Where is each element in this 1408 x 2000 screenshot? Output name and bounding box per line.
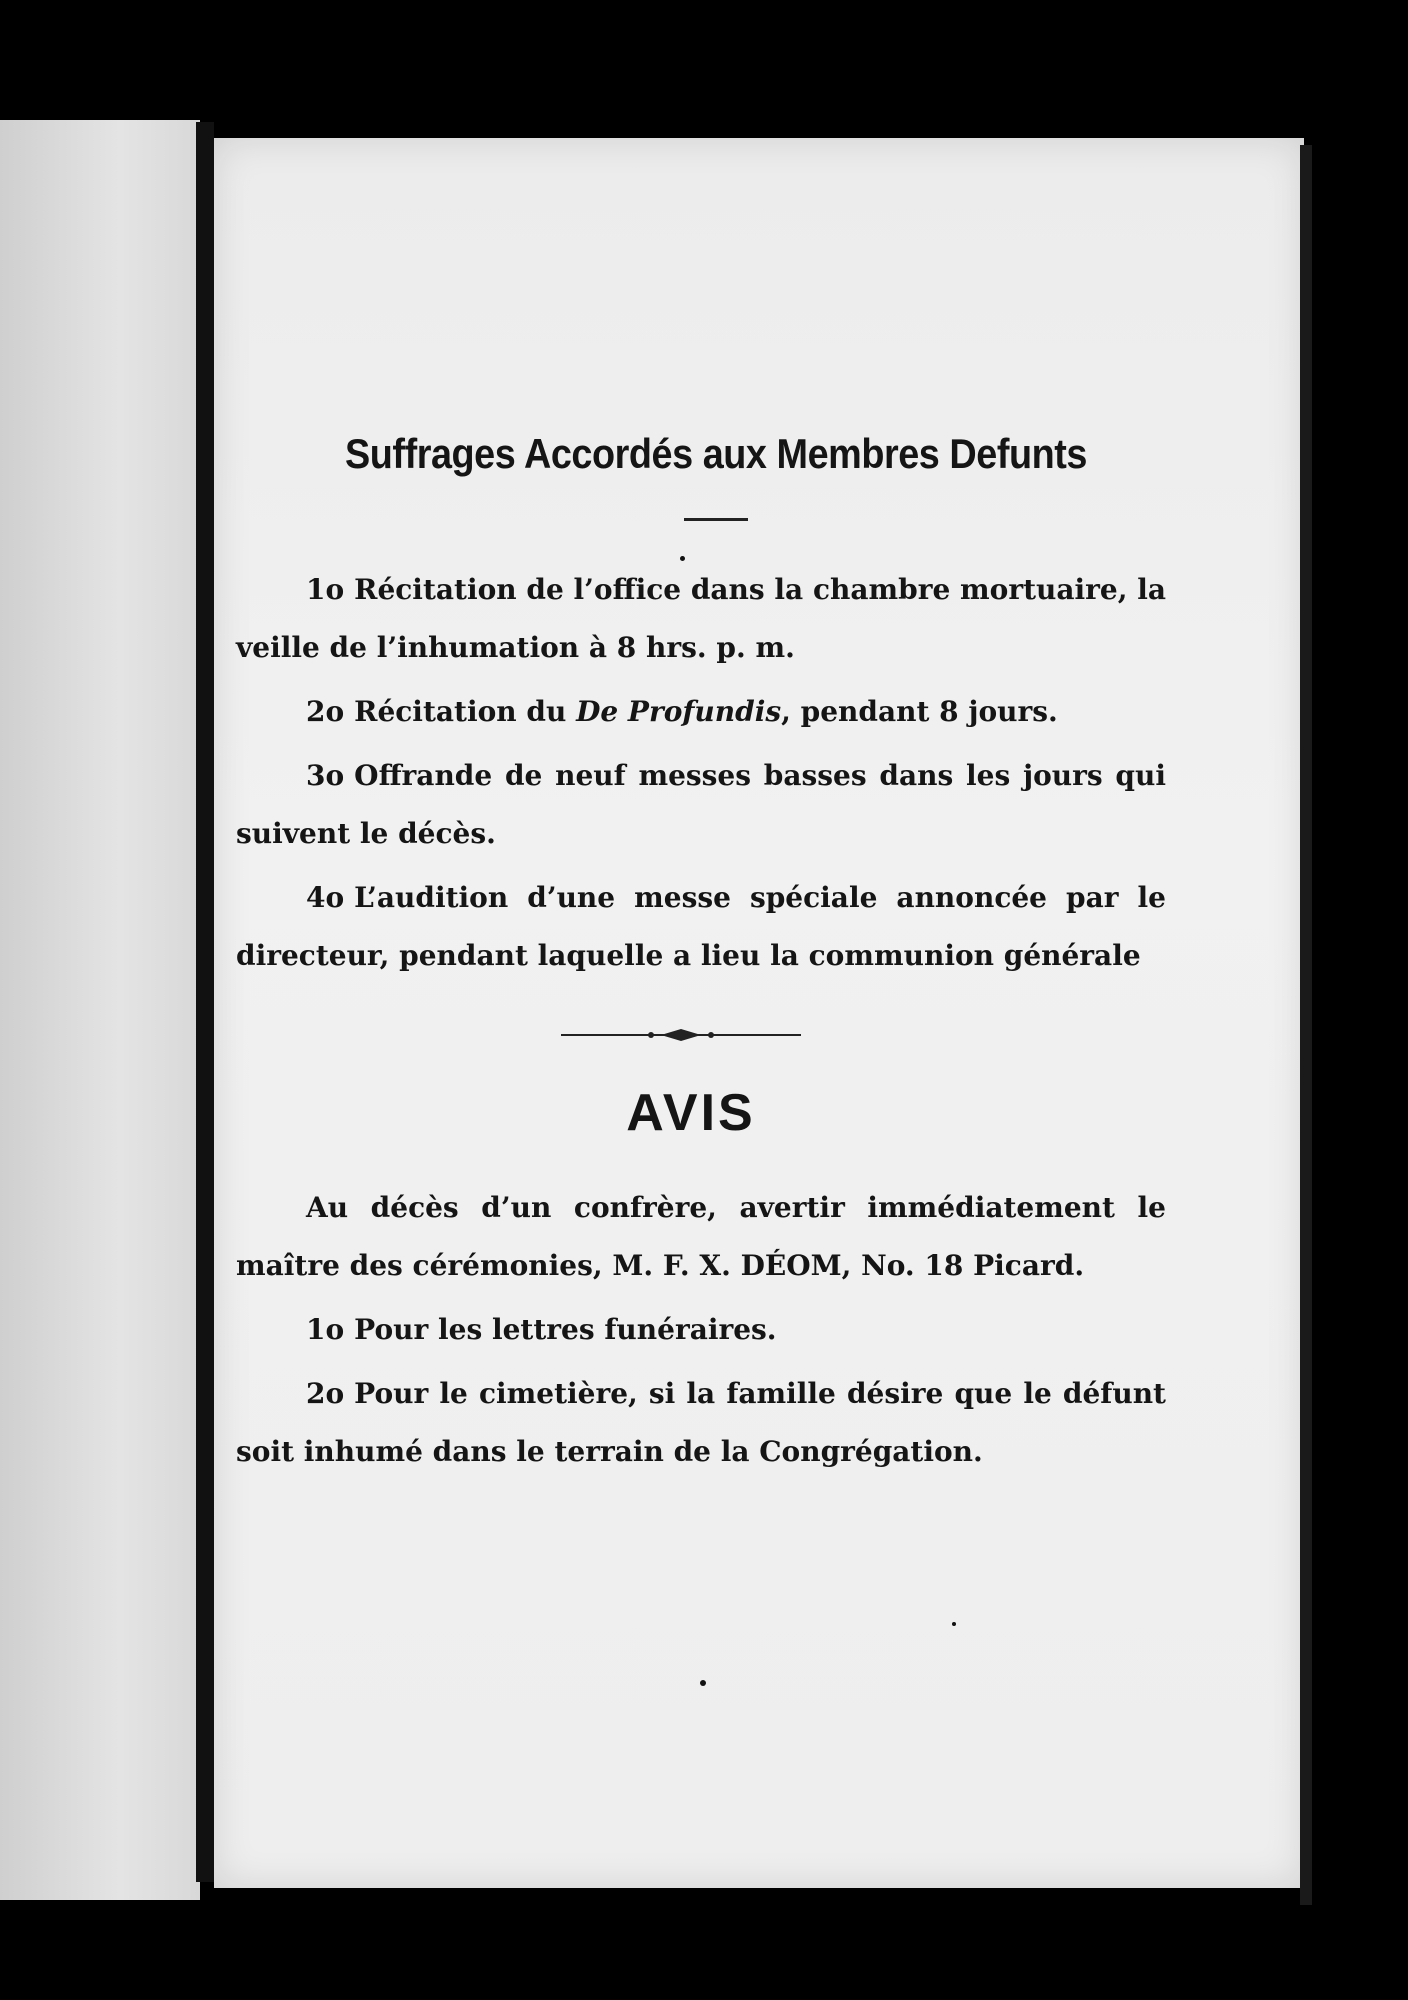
suffrage-item-2 [236, 683, 1166, 741]
item-italic-text: De Profundis [576, 695, 782, 728]
ink-speck [680, 556, 685, 561]
item-number: 1o [306, 1313, 345, 1346]
suffrage-item-4 [236, 869, 1166, 985]
ink-speck [700, 1680, 706, 1686]
page-content [236, 430, 1166, 1481]
page-edge-shadow [1300, 145, 1312, 1905]
page-title: Suffrages Accordés aux Membres Defunts [345, 430, 1087, 477]
item-number: 2o [306, 695, 345, 728]
facing-page-edge [0, 120, 200, 1900]
item-text: L’audition d’une messe spéciale annoncée par le directeur, pendant laquelle a lieu la communion générale [236, 881, 1166, 972]
avis-item-2 [236, 1365, 1166, 1481]
suffrage-item-1 [236, 561, 1166, 677]
item-text: Pour le cimetière, si la famille désire que le défunt soit inhumé dans le terrain de la Congrégation. [236, 1377, 1166, 1468]
book-gutter [196, 122, 214, 1882]
item-text: Récitation du [354, 695, 577, 728]
ornamental-divider [561, 1025, 801, 1045]
item-text: Pour les lettres funéraires. [354, 1313, 777, 1346]
suffrage-item-3 [236, 747, 1166, 863]
item-text: Offrande de neuf messes basses dans les jours qui suivent le décès. [236, 759, 1166, 850]
item-number: 4o [306, 881, 345, 914]
avis-item-1 [236, 1301, 1166, 1359]
item-number: 3o [306, 759, 345, 792]
item-text-after: , pendant 8 jours. [781, 695, 1058, 728]
avis-heading: AVIS [626, 1084, 756, 1142]
title-rule [684, 518, 748, 521]
avis-intro: Au décès d’un confrère, avertir immédiatement le maître des cérémonies, M. F. X. DÉOM, No. 18 Picard. [236, 1191, 1166, 1282]
ink-speck [952, 1622, 956, 1626]
item-number: 1o [306, 573, 345, 606]
item-text: Récitation de l’office dans la chambre mortuaire, la veille de l’inhumation à 8 hrs. p. m. [236, 573, 1166, 664]
item-number: 2o [306, 1377, 345, 1410]
